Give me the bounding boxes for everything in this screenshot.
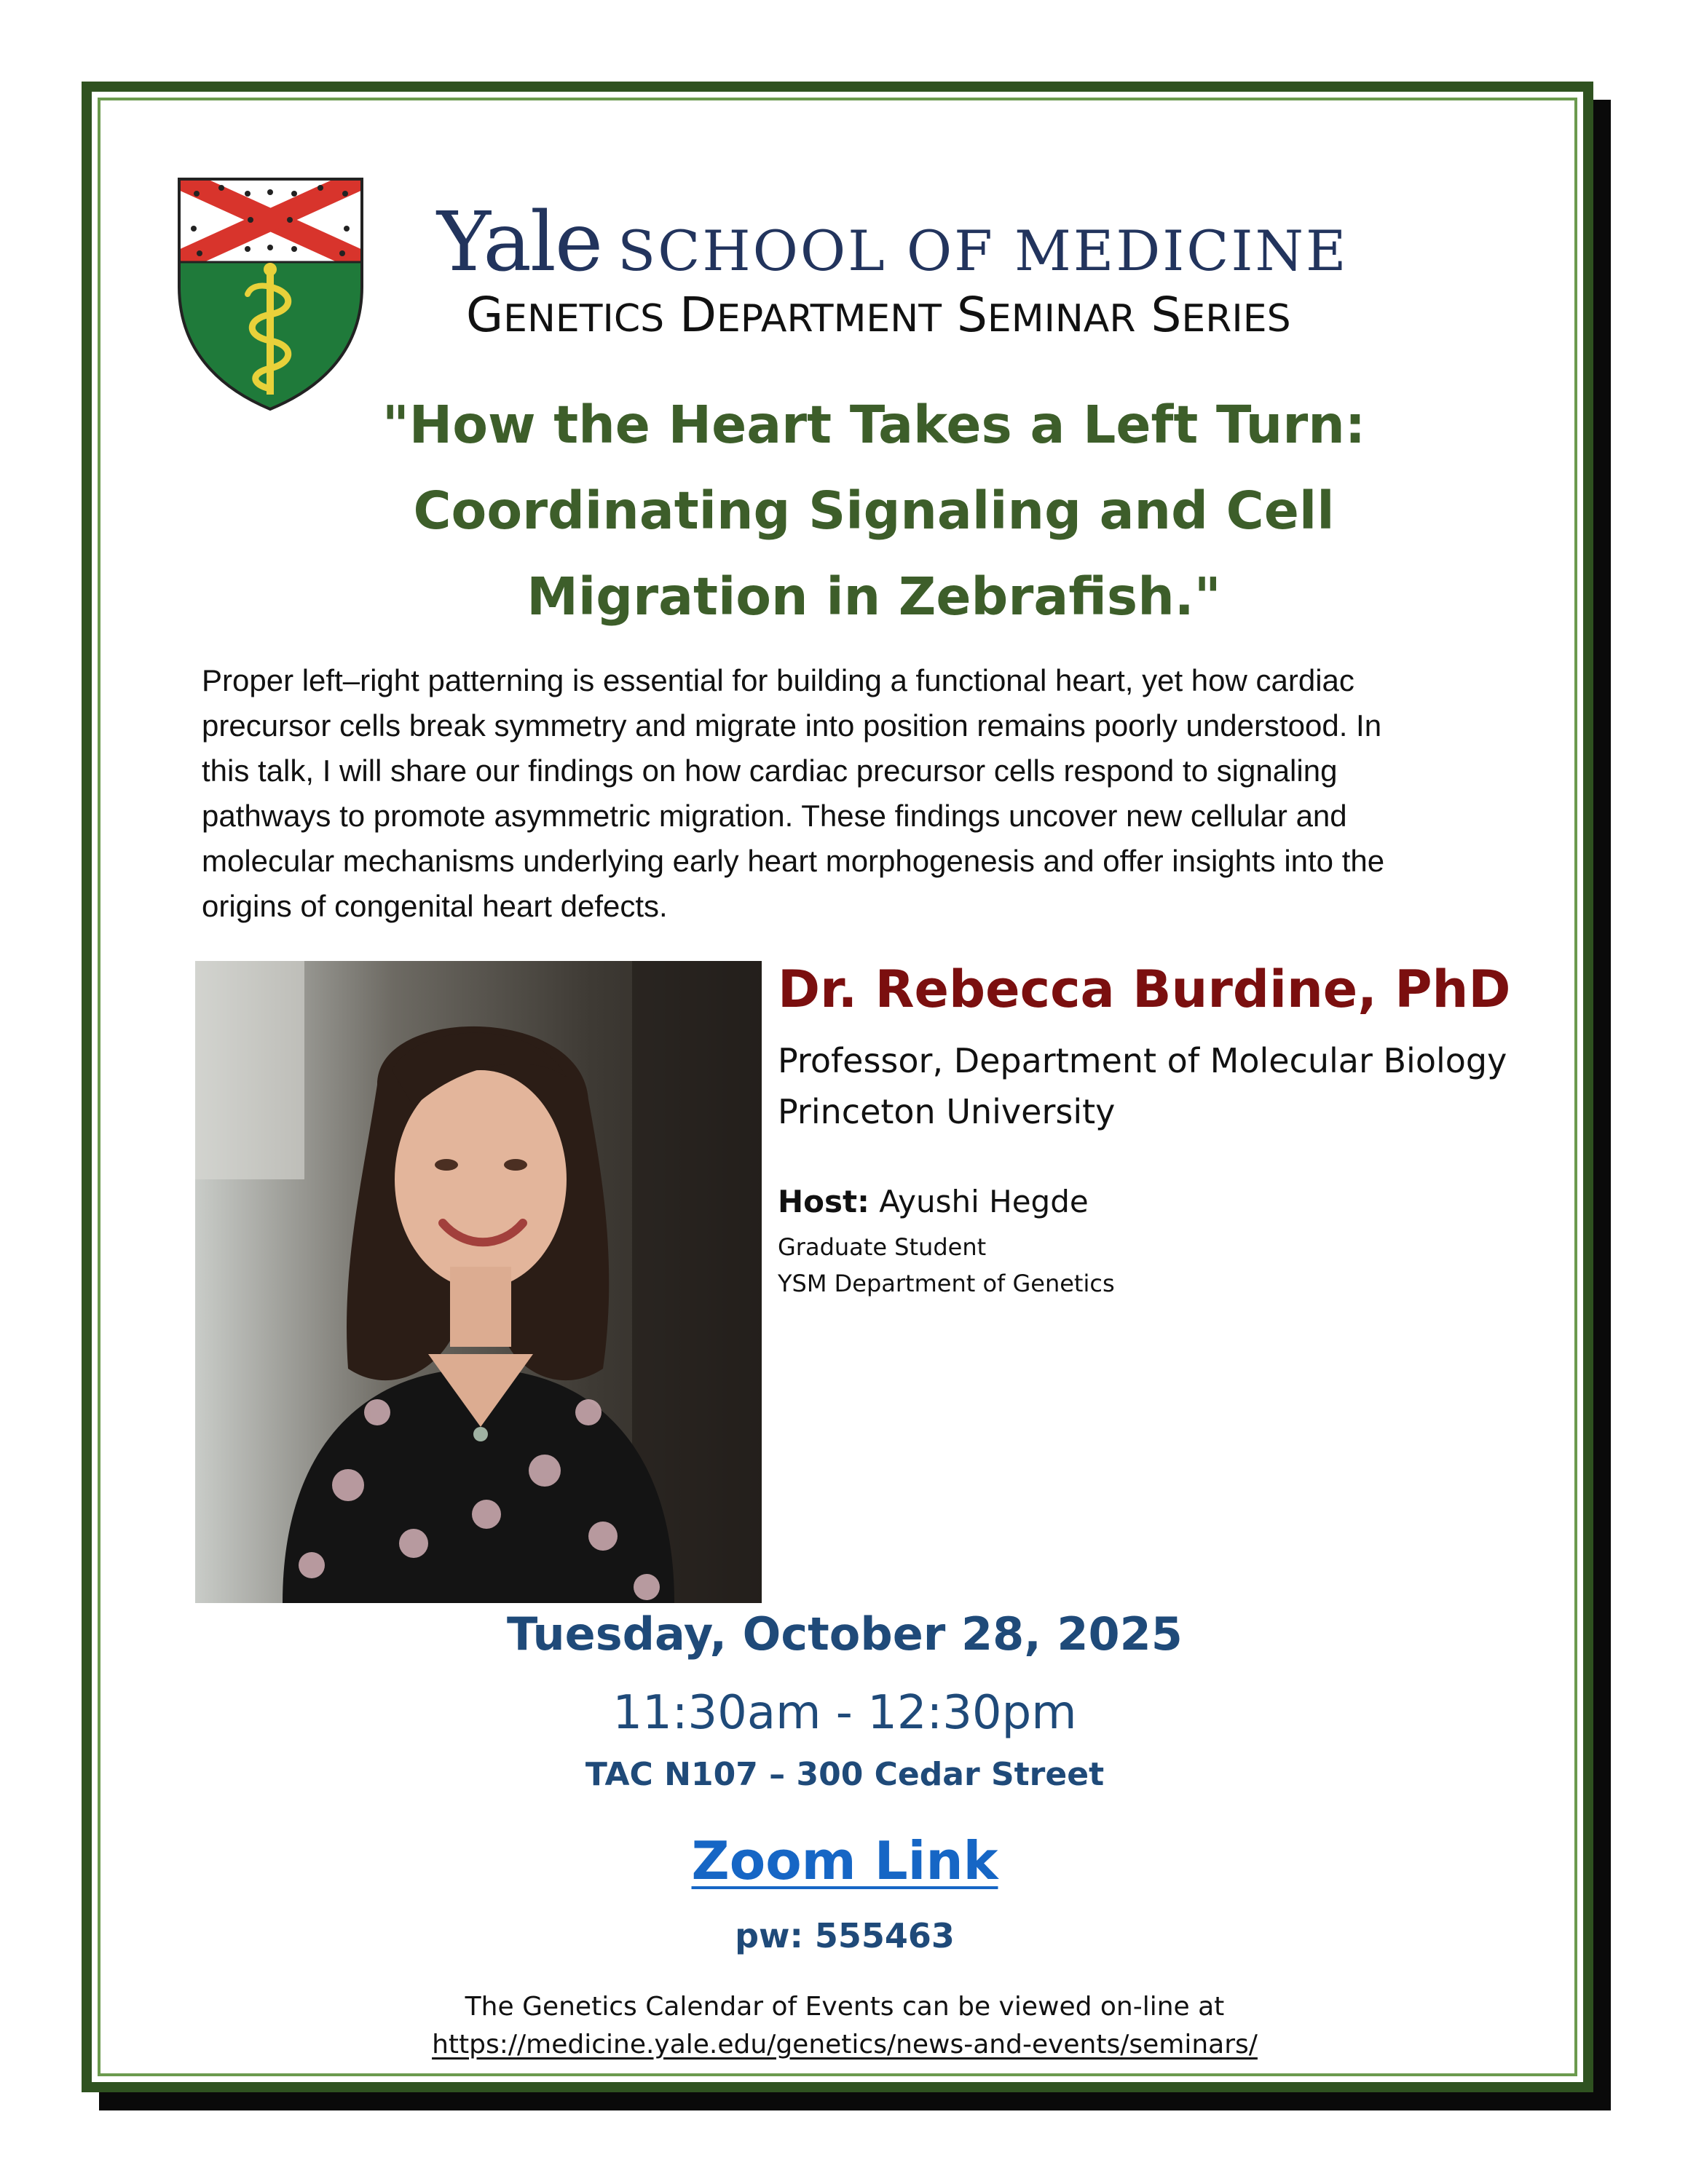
- abstract-line-6: origins of congenital heart defects.: [202, 889, 668, 923]
- host-label: Host:: [778, 1184, 869, 1219]
- speaker-title: Professor, Department of Molecular Biology: [778, 1041, 1507, 1080]
- abstract-line-1: Proper left–right patterning is essential for building a functional heart, yet how cardiac: [202, 663, 1354, 697]
- institution-wordmark: [437, 195, 1413, 290]
- abstract-line-2: precursor cells break symmetry and migrate into position remains poorly understood. In: [202, 708, 1382, 743]
- host-line: [778, 1184, 1433, 1219]
- series-word-2-initial: D: [679, 287, 717, 343]
- calendar-url-link[interactable]: https://medicine.yale.edu/genetics/news-and-events/seminars/: [432, 2030, 1258, 2060]
- institution-school: SCHOOL OF MEDICINE: [618, 218, 1349, 283]
- seminar-series-title: [466, 287, 1405, 343]
- speaker-name: Dr. Rebecca Burdine, PhD: [778, 960, 1511, 1019]
- series-word-3-initial: S: [956, 287, 987, 343]
- speaker-photo: [195, 961, 762, 1603]
- zoom-password: pw: 555463: [735, 1916, 955, 1955]
- series-word-1-initial: G: [466, 287, 504, 343]
- host-name: Ayushi Hegde: [879, 1184, 1089, 1219]
- series-word-2-rest: EPARTMENT: [717, 297, 942, 341]
- event-date: Tuesday, October 28, 2025: [507, 1607, 1183, 1661]
- event-time: 11:30am - 12:30pm: [612, 1686, 1077, 1740]
- abstract-line-3: this talk, I will share our findings on how cardiac precursor cells respond to signaling: [202, 753, 1338, 788]
- host-role: Graduate Student: [778, 1233, 987, 1261]
- abstract-line-4: pathways to promote asymmetric migration. These findings uncover new cellular and: [202, 799, 1347, 833]
- host-department: YSM Department of Genetics: [778, 1270, 1115, 1297]
- talk-title-line-1: "How the Heart Takes a Left Turn:: [382, 395, 1366, 455]
- series-word-3-rest: EMINAR: [987, 297, 1136, 341]
- talk-title-line-3: Migration in Zebrafish.": [526, 566, 1221, 627]
- zoom-link[interactable]: Zoom Link: [691, 1830, 998, 1891]
- series-word-4-rest: ERIES: [1181, 297, 1291, 341]
- series-word-1-rest: ENETICS: [503, 297, 665, 341]
- abstract-line-5: molecular mechanisms underlying early heart morphogenesis and offer insights into the: [202, 844, 1385, 878]
- talk-abstract: [202, 658, 1498, 929]
- talk-title: [240, 382, 1507, 640]
- event-location: TAC N107 – 300 Cedar Street: [585, 1756, 1105, 1793]
- institution-name: Yale: [437, 195, 602, 290]
- yale-medicine-shield-logo: [178, 178, 363, 411]
- speaker-affiliation: Princeton University: [778, 1092, 1116, 1131]
- talk-title-line-2: Coordinating Signaling and Cell: [413, 480, 1335, 541]
- calendar-note: The Genetics Calendar of Events can be viewed on-line at: [465, 1992, 1225, 2022]
- series-word-4-initial: S: [1151, 287, 1182, 343]
